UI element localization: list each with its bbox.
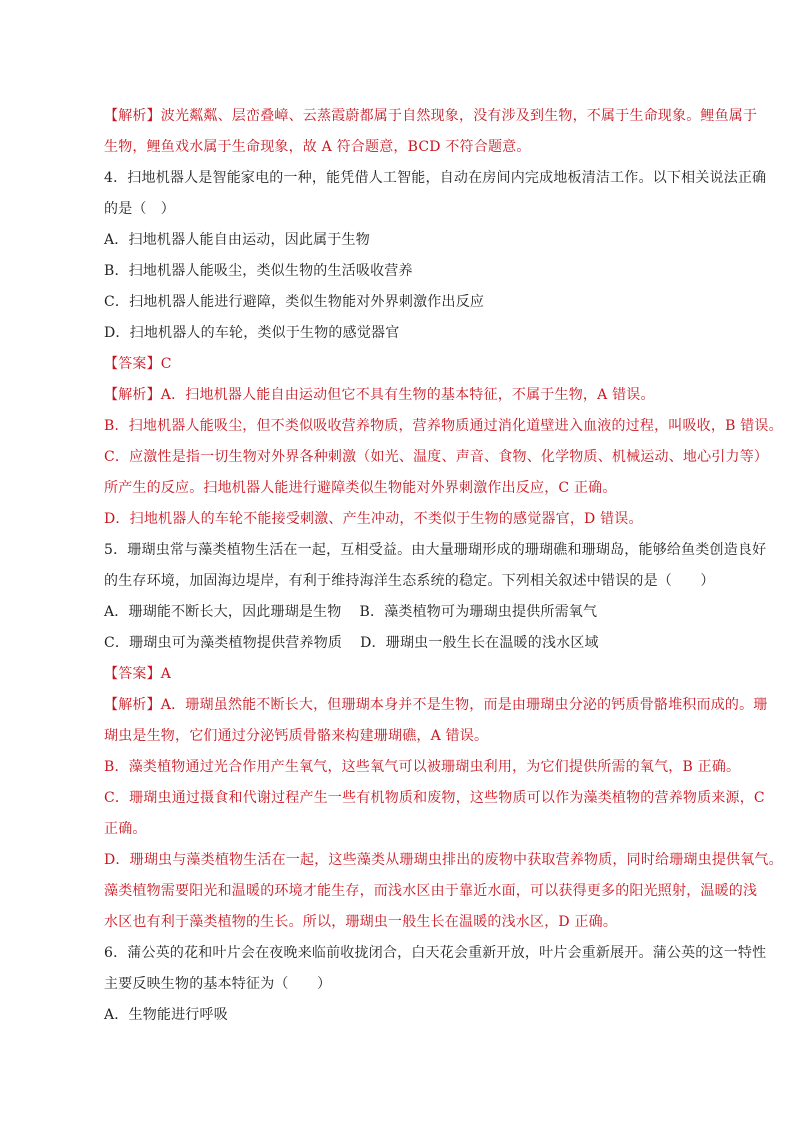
explanation-line: C．珊瑚虫通过摄食和代谢过程产生一些有机物质和废物，这些物质可以作为藻类植物的营养物质来源，C (104, 790, 765, 806)
option-b: B．藻类植物可为珊瑚虫提供所需氧气 (359, 604, 598, 620)
question-stem: 的生存环境，加固海边堤岸，有利于维持海洋生态系统的稳定。下列相关叙述中错误的是（ ） (104, 573, 715, 589)
explanation-line: B．藻类植物通过光合作用产生氧气，这些氧气可以被珊瑚虫利用，为它们提供所需的氧气，B 正确。 (104, 759, 741, 775)
option-a: A．扫地机器人能自由运动，因此属于生物 (104, 232, 370, 248)
explanation-line: 水区也有利于藻类植物的生长。所以，珊瑚虫一般生长在温暖的浅水区，D 正确。 (104, 914, 618, 930)
question-5 (104, 535, 783, 938)
explanation-line: B．扫地机器人能吸尘，但不类似吸收营养物质，营养物质通过消化道壁进入血液的过程，叫吸收，B 错误。 (104, 418, 783, 434)
q3-explanation (104, 101, 758, 163)
question-stem: 的是（ ） (104, 201, 175, 217)
answer-label: 【答案】A (104, 666, 172, 682)
option-b: B．扫地机器人能吸尘，类似生物的生活吸收营养 (104, 263, 413, 279)
option-c: C．珊瑚虫可为藻类植物提供营养物质 (104, 635, 343, 651)
document-page (104, 101, 783, 1031)
explanation-line: D．扫地机器人的车轮不能接受刺激、产生冲动，不类似于生物的感觉器官，D 错误。 (104, 511, 643, 527)
question-4 (104, 163, 783, 535)
explanation-line: 正确。 (104, 821, 147, 837)
explanation-line: D．珊瑚虫与藻类植物生活在一起，这些藻类从珊瑚虫排出的废物中获取营养物质，同时给珊瑚虫提供氧气。 (104, 852, 783, 868)
question-stem: 4．扫地机器人是智能家电的一种，能凭借人工智能，自动在房间内完成地板清洁工作。以下相关说法正确 (104, 170, 767, 186)
option-a: A．生物能进行呼吸 (104, 1007, 228, 1023)
option-d: D．珊瑚虫一般生长在温暖的浅水区域 (360, 635, 599, 651)
question-stem: 主要反映生物的基本特征为（ ） (104, 976, 332, 992)
explanation-line: 【解析】A．扫地机器人能自由运动但它不具有生物的基本特征，不属于生物，A 错误。 (104, 387, 655, 403)
question-6 (104, 938, 767, 1031)
answer-label: 【答案】C (104, 356, 172, 372)
explanation-line: 所产生的反应。扫地机器人能进行避障类似生物能对外界刺激作出反应，C 正确。 (104, 480, 617, 496)
explanation-line: 【解析】波光粼粼、层峦叠嶂、云蒸霞蔚都属于自然现象，没有涉及到生物，不属于生命现象。鲤鱼属于 (104, 108, 758, 124)
explanation-line: C．应激性是指一切生物对外界各种刺激（如光、温度、声音、食物、化学物质、机械运动、地心引力等） (104, 449, 769, 465)
option-row (104, 628, 716, 659)
explanation-line: 藻类植物需要阳光和温暖的环境才能生存，而浅水区由于靠近水面，可以获得更多的阳光照射，温暖的浅 (104, 883, 758, 899)
explanation-line: 生物，鲤鱼戏水属于生命现象，故 A 符合题意，BCD 不符合题意。 (104, 139, 531, 155)
explanation-line: 瑚虫是生物，它们通过分泌钙质骨骼来构建珊瑚礁，A 错误。 (104, 728, 489, 744)
option-row (104, 597, 716, 628)
option-d: D．扫地机器人的车轮，类似于生物的感觉器官 (104, 325, 400, 341)
explanation-line: 【解析】A．珊瑚虽然能不断长大，但珊瑚本身并不是生物，而是由珊瑚虫分泌的钙质骨骼堆积而成的。珊 (104, 697, 768, 713)
question-stem: 6．蒲公英的花和叶片会在夜晚来临前收拢闭合，白天花会重新开放，叶片会重新展开。蒲公英的这一特性 (104, 945, 767, 961)
option-a: A．珊瑚能不断长大，因此珊瑚是生物 (104, 604, 342, 620)
option-c: C．扫地机器人能进行避障，类似生物能对外界刺激作出反应 (104, 294, 485, 310)
question-stem: 5．珊瑚虫常与藻类植物生活在一起，互相受益。由大量珊瑚形成的珊瑚礁和珊瑚岛，能够给鱼类创造良好 (104, 542, 767, 558)
